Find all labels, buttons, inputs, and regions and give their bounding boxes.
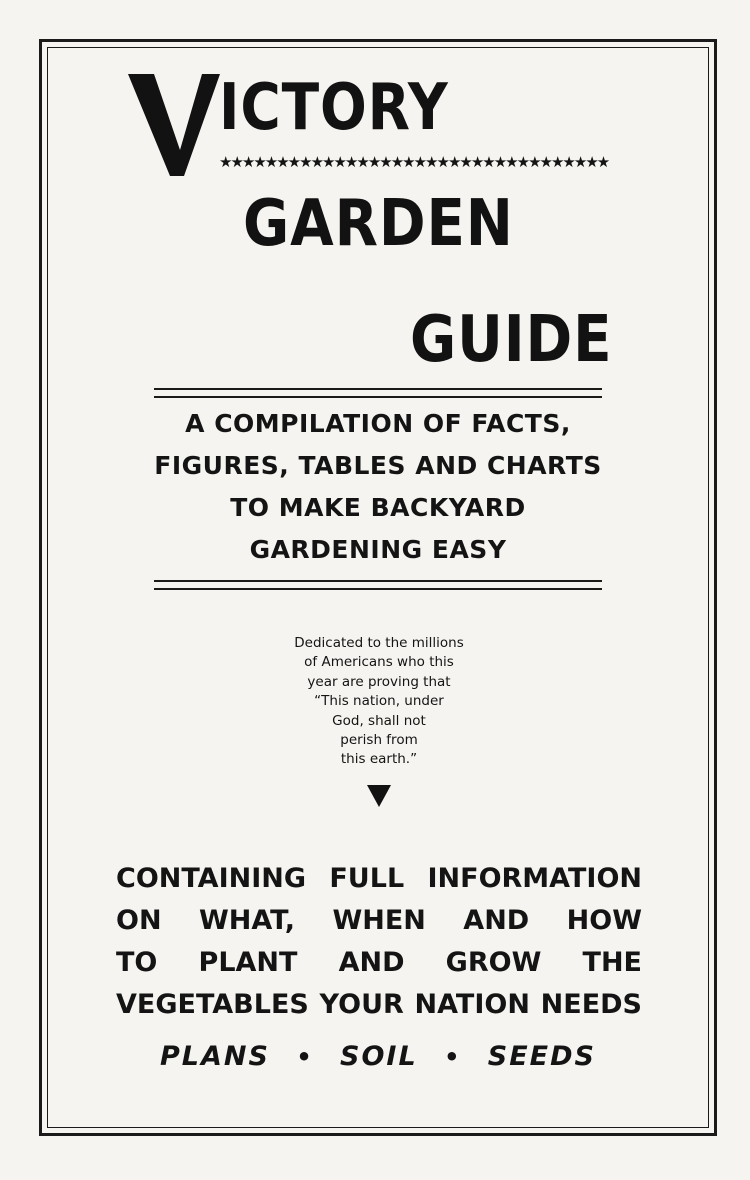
star-divider: ★★★★★★★★★★★★★★★★★★★★★★★★★★★★★★★★★★ bbox=[219, 153, 609, 171]
dedication-line: Dedicated to the millions bbox=[294, 635, 464, 651]
contents-line: TO PLANT AND GROW THE bbox=[116, 947, 642, 978]
dedication-line: perish from bbox=[340, 732, 418, 749]
contents-line: CONTAINING FULL INFORMATION bbox=[116, 863, 642, 894]
topic-plans: PLANS bbox=[160, 1041, 270, 1072]
victory-initial-v bbox=[128, 74, 220, 176]
bullet-separator: • bbox=[296, 1043, 314, 1071]
subtitle-line: GARDENING EASY bbox=[249, 535, 507, 564]
double-rule-top bbox=[154, 388, 602, 398]
title-garden: GARDEN bbox=[243, 187, 514, 261]
topic-seeds: SEEDS bbox=[487, 1041, 596, 1072]
dedication-line: this earth.” bbox=[340, 751, 418, 768]
dedication-line: God, shall not bbox=[332, 712, 426, 729]
dedication-line: year are proving that bbox=[307, 673, 451, 690]
subtitle-block bbox=[120, 403, 636, 571]
title-guide: GUIDE bbox=[410, 303, 613, 377]
subtitle-line: A COMPILATION OF FACTS, bbox=[185, 409, 571, 438]
contents-description bbox=[116, 858, 642, 1026]
subtitle-line: FIGURES, TABLES AND CHARTS bbox=[154, 451, 602, 480]
down-triangle-icon bbox=[367, 785, 391, 807]
dedication-line: “This nation, under bbox=[314, 693, 444, 710]
dedication-text bbox=[229, 634, 529, 770]
subtitle-line: TO MAKE BACKYARD bbox=[230, 493, 526, 522]
title-victory: ICTORY bbox=[219, 71, 449, 145]
topic-soil: SOIL bbox=[340, 1041, 418, 1072]
contents-line: VEGETABLES YOUR NATION NEEDS bbox=[116, 989, 642, 1020]
double-rule-bottom bbox=[154, 580, 602, 590]
dedication-line: of Americans who this bbox=[304, 654, 454, 671]
footer-topics bbox=[160, 1041, 596, 1072]
contents-line: ON WHAT, WHEN AND HOW bbox=[116, 905, 642, 936]
bullet-separator: • bbox=[444, 1043, 462, 1071]
